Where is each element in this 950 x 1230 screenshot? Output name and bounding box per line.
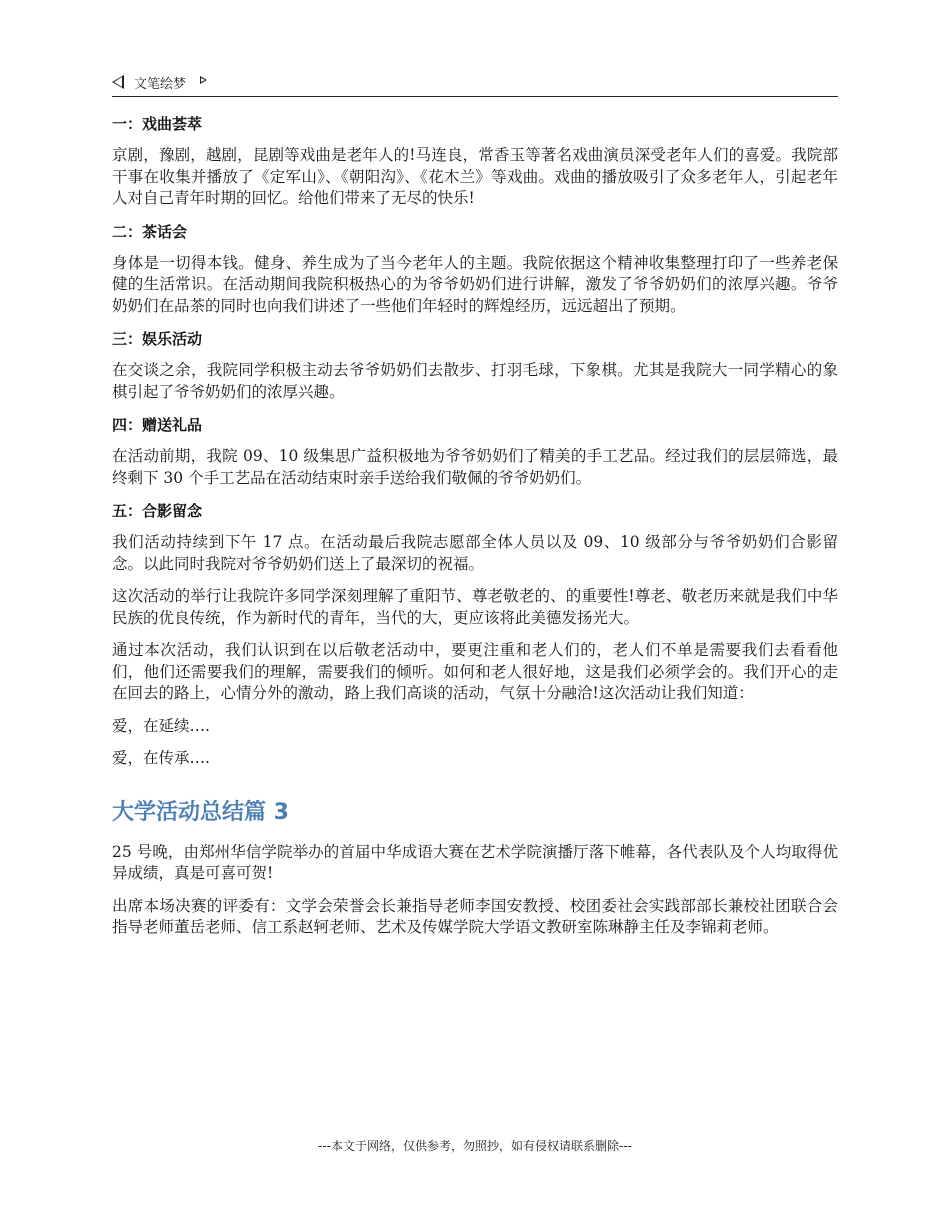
paragraph: 身体是一切得本钱。健身、养生成为了当今老年人的主题。我院依据这个精神收集整理打印了一些养老保健的生活常识。在活动期间我院积极热心的为爷爷奶奶们进行讲解，激发了爷爷奶奶们的浓厚兴趣。爷爷奶奶们在品茶的同时也向我们讲述了一些他们年轻时的辉煌经历，远远超出了预期。 xyxy=(112,253,838,315)
paragraph: 爱，在延续…. xyxy=(112,716,210,735)
page-header xyxy=(112,70,838,97)
header-brand: 文笔绘梦 xyxy=(134,77,187,92)
triangle-left-icon xyxy=(112,75,124,89)
page-footer: ---本文于网络，仅供参考，勿照抄，如有侵权请联系删除--- xyxy=(318,1139,632,1153)
section-title: 二：茶话会 xyxy=(112,222,188,241)
document-body xyxy=(112,113,838,950)
paragraph: 在交谈之余，我院同学积极主动去爷爷奶奶们去散步、打羽毛球，下象棋。尤其是我院大一同学精心的象棋引起了爷爷奶奶们的浓厚兴趣。 xyxy=(112,361,838,401)
paragraph: 爱，在传承…. xyxy=(112,749,210,767)
paragraph: 京剧，豫剧，越剧，昆剧等戏曲是老年人的!马连良，常香玉等著名戏曲演员深受老年人们的喜爱。我院部干事在收集并播放了《定军山》、《朝阳沟》、《花木兰》等戏曲。戏曲的播放吸引了众多老年人，引起老年人对自己青年时期的回忆。给他们带来了无尽的快乐! xyxy=(112,146,838,207)
article-title: 大学活动总结篇 3 xyxy=(112,799,289,825)
triangle-right-icon xyxy=(200,76,207,84)
section-3 xyxy=(112,328,838,403)
paragraph: 这次活动的举行让我院许多同学深刻理解了重阳节、尊老敬老的、的重要性!尊老、敬老历来就是我们中华民族的优良传统，作为新时代的青年，当代的大，更应该将此美德发扬光大。 xyxy=(112,587,838,627)
paragraph: 出席本场决赛的评委有：文学会荣誉会长兼指导老师李国安教授、校团委社会实践部部长兼校社团联合会指导老师董岳老师、信工系赵轲老师、艺术及传媒学院大学语文教研室陈琳静主任及李锦莉老师。 xyxy=(112,896,838,936)
article-3 xyxy=(112,798,838,939)
section-title: 五：合影留念 xyxy=(112,502,203,520)
section-title: 四：赠送礼品 xyxy=(112,416,203,434)
section-5 xyxy=(112,500,838,770)
section-1 xyxy=(112,113,838,210)
paragraph: 通过本次活动，我们认识到在以后敬老活动中，要更注重和老人们的，老人们不单是需要我们去看看他们，他们还需要我们的理解，需要我们的倾听。如何和老人很好地，这是我们必须学会的。我们开心的走在回去的路上，心情分外的激动，路上我们高谈的活动，气氛十分融洽!这次活动让我们知道： xyxy=(112,641,838,702)
section-title: 一：戏曲荟萃 xyxy=(112,115,203,133)
paragraph: 25 号晚，由郑州华信学院举办的首届中华成语大赛在艺术学院演播厅落下帷幕，各代表队及个人均取得优异成绩，真是可喜可贺! xyxy=(112,842,838,882)
section-title: 三：娱乐活动 xyxy=(112,330,203,348)
paragraph: 我们活动持续到下午 17 点。在活动最后我院志愿部全体人员以及 09、10 级部分与爷爷奶奶们合影留念。以此同时我院对爷爷奶奶们送上了最深切的祝福。 xyxy=(112,533,838,573)
section-2 xyxy=(112,221,838,318)
section-4 xyxy=(112,414,838,489)
paragraph: 在活动前期，我院 09、10 级集思广益积极地为爷爷奶奶们了精美的手工艺品。经过我们的层层筛选，最终剩下 30 个手工艺品在活动结束时亲手送给我们敬佩的爷爷奶奶们。 xyxy=(112,447,838,487)
